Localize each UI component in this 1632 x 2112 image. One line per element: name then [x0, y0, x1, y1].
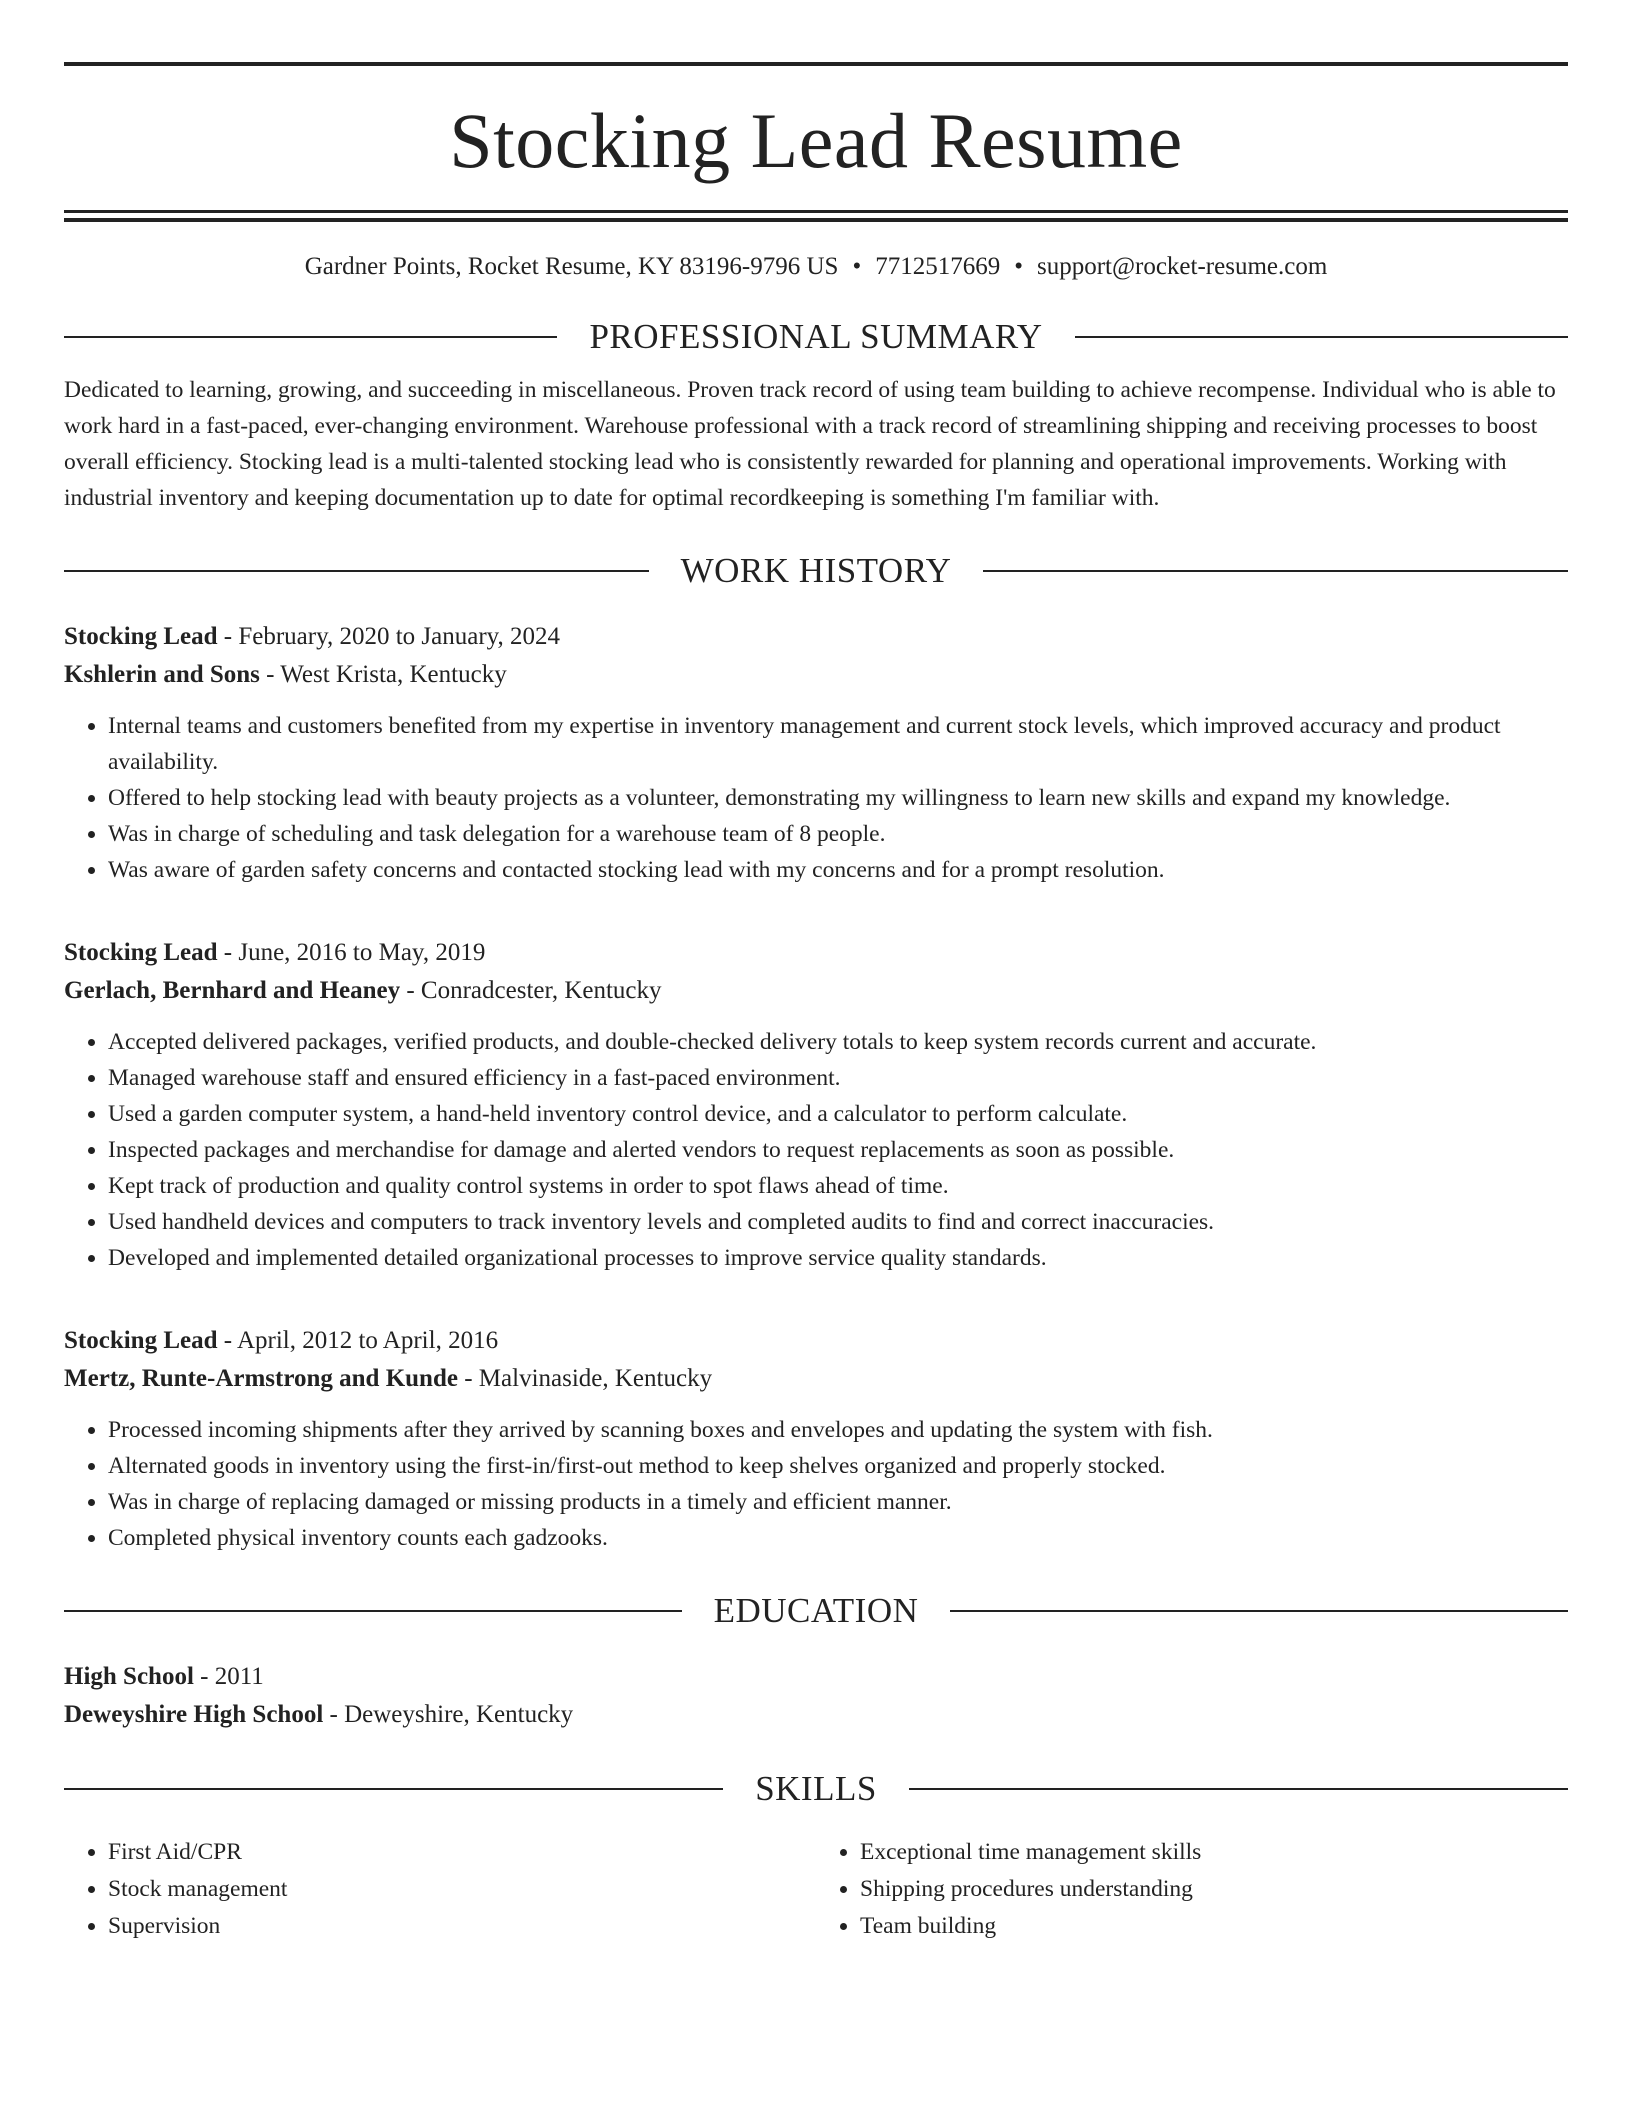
job-title: Stocking Lead [64, 939, 218, 966]
job-bullets [64, 1412, 1568, 1556]
education-location: - Deweyshire, Kentucky [323, 1701, 574, 1728]
job-bullet: • Was in charge of scheduling and task delegation for a warehouse team of 8 people. [108, 816, 1568, 852]
section-heading-label: WORK HISTORY [680, 551, 952, 590]
section-heading-education [64, 1590, 1568, 1632]
section-heading-summary [64, 316, 1568, 358]
job-company-line [64, 656, 1568, 694]
heading-rule [64, 1788, 723, 1790]
title-double-rule [64, 210, 1568, 222]
job-title: Stocking Lead [64, 623, 218, 650]
heading-rule [983, 570, 1568, 572]
job-company: Kshlerin and Sons [64, 661, 260, 688]
heading-rule [64, 570, 649, 572]
job-bullet: • Alternated goods in inventory using the first-in/first-out method to keep shelves organized and properly stocked. [108, 1448, 1568, 1484]
job-bullet: • Accepted delivered packages, verified products, and double-checked delivery totals to keep system records current and accurate. [108, 1024, 1568, 1060]
contact-phone: 7712517669 [875, 253, 1001, 280]
job-bullet: • Used a garden computer system, a hand-held inventory control device, and a calculator to perform calculate. [108, 1096, 1568, 1132]
skills-list [64, 1834, 1568, 1945]
job-bullet: • Inspected packages and merchandise for damage and alerted vendors to request replacements as soon as possible. [108, 1132, 1568, 1168]
job-dates: - February, 2020 to January, 2024 [217, 623, 561, 650]
job-dates: - June, 2016 to May, 2019 [217, 939, 486, 966]
job-bullets [64, 708, 1568, 888]
job-location: - Conradcester, Kentucky [400, 977, 662, 1004]
heading-rule [950, 1610, 1568, 1612]
job-bullet: • Completed physical inventory counts each gadzooks. [108, 1520, 1568, 1556]
section-heading-label: EDUCATION [713, 1591, 919, 1630]
job-bullet: • Developed and implemented detailed organizational processes to improve service quality standards. [108, 1240, 1568, 1276]
section-heading-work-history [64, 550, 1568, 592]
job-title-line [64, 1322, 1568, 1360]
job-bullet: • Offered to help stocking lead with beauty projects as a volunteer, demonstrating my willingness to learn new skills and expand my knowledge. [108, 780, 1568, 816]
job-company: Mertz, Runte-Armstrong and Kunde [64, 1365, 458, 1392]
job-location: - West Krista, Kentucky [259, 661, 507, 688]
heading-rule [64, 1610, 682, 1612]
job-dates: - April, 2012 to April, 2016 [217, 1327, 499, 1354]
heading-rule [909, 1788, 1568, 1790]
job-title-line [64, 934, 1568, 972]
skill-item: • Stock management [108, 1871, 816, 1908]
section-heading-skills [64, 1768, 1568, 1810]
contact-separator: • [852, 253, 862, 280]
job-bullets [64, 1024, 1568, 1276]
skill-item: • Supervision [108, 1908, 816, 1945]
education-school: Deweyshire High School [64, 1701, 324, 1728]
education-degree-line [64, 1658, 1568, 1696]
job-bullet: • Managed warehouse staff and ensured efficiency in a fast-paced environment. [108, 1060, 1568, 1096]
top-rule [64, 62, 1568, 66]
job-bullet: • Kept track of production and quality control systems in order to spot flaws ahead of time. [108, 1168, 1568, 1204]
contact-line [64, 252, 1568, 282]
job-bullet: • Internal teams and customers benefited from my expertise in inventory management and current stock levels, which improved accuracy and product availability. [108, 708, 1568, 780]
job-company-line [64, 972, 1568, 1010]
job-company: Gerlach, Bernhard and Heaney [64, 977, 401, 1004]
job-entry [64, 618, 1568, 888]
job-bullet: • Used handheld devices and computers to track inventory levels and completed audits to find and correct inaccuracies. [108, 1204, 1568, 1240]
job-entry [64, 934, 1568, 1276]
skills-column-left [64, 1834, 816, 1945]
job-bullet: • Processed incoming shipments after they arrived by scanning boxes and envelopes and updating the system with fish. [108, 1412, 1568, 1448]
contact-address: Gardner Points, Rocket Resume, KY 83196-9796 US [304, 253, 839, 280]
summary-text: Dedicated to learning, growing, and succeeding in miscellaneous. Proven track record of using team building to achieve recompense. Individual who is able to work hard in a fast-paced, ever-changing environment. Warehouse professional with a track record of streamlining shipping and receiving processes to boost overall efficiency. Stocking lead is a multi-talented stocking lead who is consistently rewarded for planning and operational improvements. Working with industrial inventory and keeping documentation up to date for optimal recordkeeping is something I'm familiar with. [64, 377, 1556, 511]
job-bullet: • Was in charge of replacing damaged or missing products in a timely and efficient manner. [108, 1484, 1568, 1520]
page-title: Stocking Lead Resume [449, 97, 1183, 184]
section-heading-label: PROFESSIONAL SUMMARY [589, 317, 1043, 356]
job-location: - Malvinaside, Kentucky [457, 1365, 713, 1392]
job-bullet: • Was aware of garden safety concerns and contacted stocking lead with my concerns and for a prompt resolution. [108, 852, 1568, 888]
skill-item: • Exceptional time management skills [860, 1834, 1568, 1871]
education-school-line [64, 1696, 1568, 1734]
skills-column-right [816, 1834, 1568, 1945]
contact-separator: • [1014, 253, 1023, 280]
skill-item: • First Aid/CPR [108, 1834, 816, 1871]
education-degree: High School [64, 1663, 194, 1690]
heading-rule [1075, 336, 1568, 338]
section-heading-label: SKILLS [755, 1769, 877, 1808]
job-entry [64, 1322, 1568, 1556]
heading-rule [64, 336, 557, 338]
skill-item: • Shipping procedures understanding [860, 1871, 1568, 1908]
education-year: - 2011 [193, 1663, 264, 1690]
job-company-line [64, 1360, 1568, 1398]
skill-item: • Team building [860, 1908, 1568, 1945]
job-title: Stocking Lead [64, 1327, 218, 1354]
education-entry [64, 1658, 1568, 1734]
job-title-line [64, 618, 1568, 656]
contact-email: support@rocket-resume.com [1036, 253, 1328, 280]
